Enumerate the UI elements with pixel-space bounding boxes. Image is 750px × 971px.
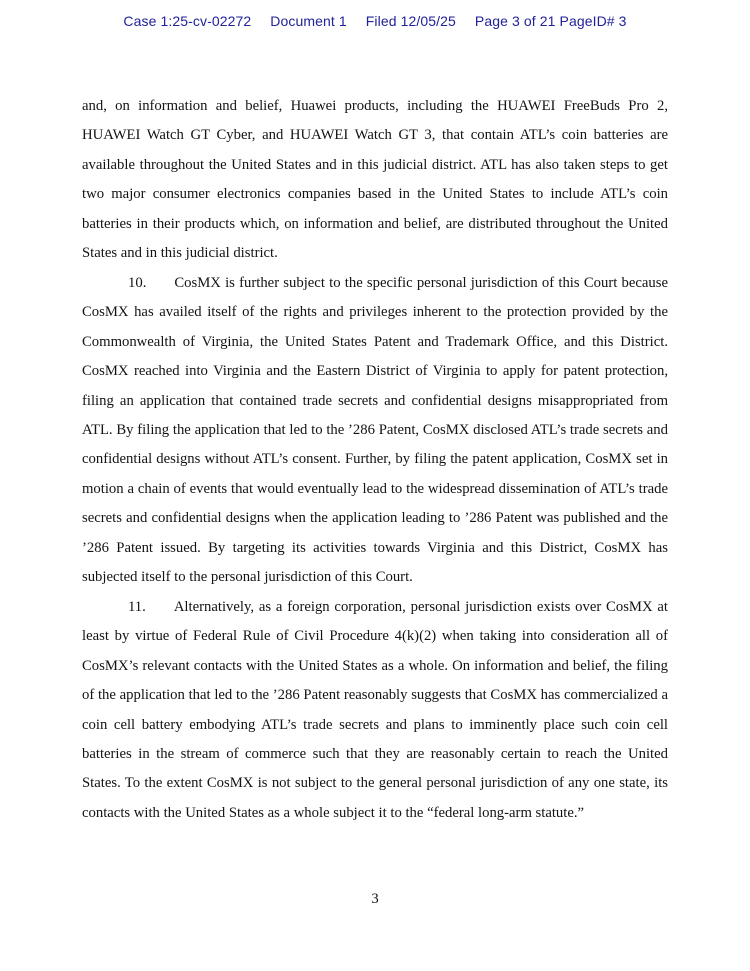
court-stamp-header — [0, 13, 750, 29]
header-case-number: Case 1:25-cv-02272 — [123, 13, 252, 29]
header-filed-date: Filed 12/05/25 — [365, 13, 456, 29]
header-page-info: Page 3 of 21 PageID# 3 — [474, 13, 627, 29]
paragraph-continuation — [82, 92, 668, 269]
paragraph-number: 10. — [128, 274, 147, 291]
paragraph-text: and, on information and belief, Huawei products, including the HUAWEI FreeBuds Pro 2, HUAWEI Watch GT Cyber, and HUAWEI Watch GT 3, that contain ATL’s coin batteries are available throughout the United States and in this judicial district. ATL has also taken steps to get two major consumer electronics companies based in the United States to include ATL’s coin batteries in their products which, on information and belief, are distributed throughout the United States and in this judicial district. — [82, 98, 668, 262]
page-number-footer — [0, 891, 750, 908]
paragraph-11 — [82, 593, 668, 829]
paragraph-text: Alternatively, as a foreign corporation, personal jurisdiction exists over CosMX at least by virtue of Federal Rule of Civil Procedure 4(k)(2) when taking into consideration all of CosMX’s relevant contacts with the United States as a whole. On information and belief, the filing of the application that led to the ’286 Patent reasonably suggests that CosMX has commercialized a coin cell battery embodying ATL’s trade secrets and plans to imminently place such coin cell batteries in the stream of commerce such that they are reasonably certain to reach the United States. To the extent CosMX is not subject to the general personal jurisdiction of any one state, its contacts with the United States as a whole subject it to the “federal long-arm statute.” — [82, 598, 668, 821]
document-body — [82, 92, 668, 828]
header-document-number: Document 1 — [270, 13, 347, 29]
page-number: 3 — [371, 891, 379, 907]
paragraph-10 — [82, 269, 668, 593]
paragraph-text: CosMX is further subject to the specific personal jurisdiction of this Court because CosMX has availed itself of the rights and privileges inherent to the protection provided by the Commonwealth of Virginia, the United States Patent and Trademark Office, and this District. CosMX reached into Virginia and the Eastern District of Virginia to apply for patent protection, filing an application that contained trade secrets and confidential designs misappropriated from ATL. By filing the application that led to the ’286 Patent, CosMX disclosed ATL’s trade secrets and confidential designs without ATL’s consent. Further, by filing the patent application, CosMX set in motion a chain of events that would eventually lead to the widespread dissemination of ATL’s trade secrets and confidential designs when the application leading to ’286 Patent was published and the ’286 Patent issued. By targeting its activities towards Virginia and this District, CosMX has subjected itself to the personal jurisdiction of this Court. — [82, 274, 668, 586]
paragraph-number: 11. — [128, 598, 146, 615]
